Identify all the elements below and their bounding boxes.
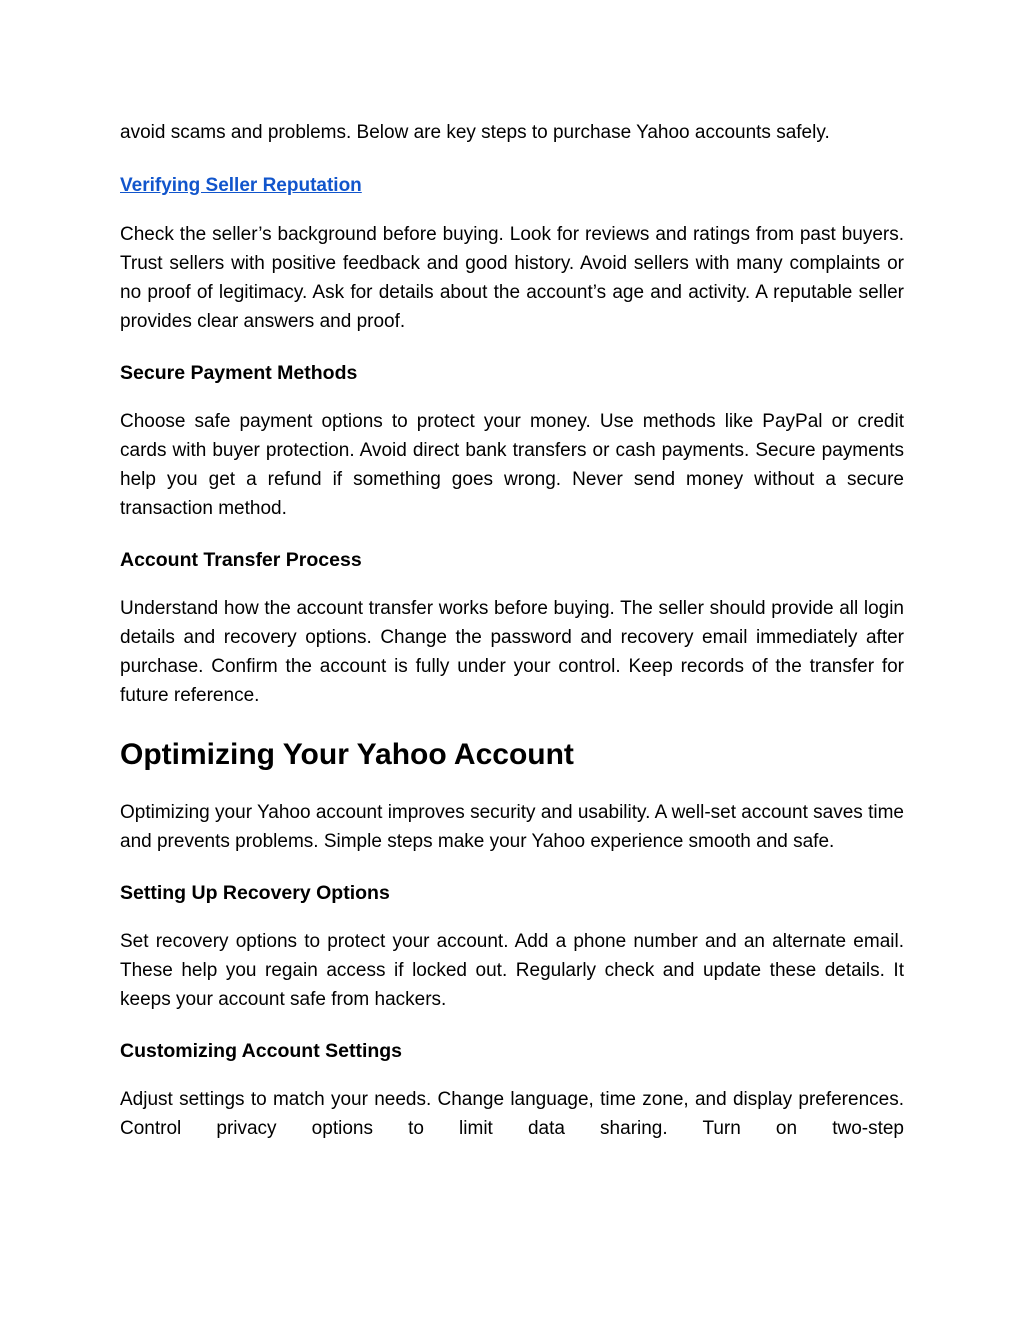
intro-paragraph: avoid scams and problems. Below are key steps to purchase Yahoo accounts safely. [120,122,830,143]
heading-account-transfer-process: Account Transfer Process [120,549,362,571]
account-transfer-paragraph: Understand how the account transfer works before buying. The seller should provide all login details and recovery options. Change the password and recovery email immediately after purchase. Confirm the account is fully under your control. Keep records of the transfer for future reference. [120,598,904,706]
heading-setting-up-recovery-options: Setting Up Recovery Options [120,882,390,904]
link-heading-paragraph [120,171,904,200]
secure-payment-paragraph: Choose safe payment options to protect your money. Use methods like PayPal or credit cards with buyer protection. Avoid direct bank transfers or cash payments. Secure payments help you get a refund if something goes wrong. Never send money without a secure transaction method. [120,411,904,519]
heading-optimizing-your-yahoo-account: Optimizing Your Yahoo Account [120,738,574,771]
seller-reputation-paragraph: Check the seller’s background before buying. Look for reviews and ratings from past buyers. Trust sellers with positive feedback and good history. Avoid sellers with many complaints or no proof of legitimacy. Ask for details about the account’s age and activity. A reputable seller provides clear answers and proof. [120,224,904,332]
heading-customizing-account-settings: Customizing Account Settings [120,1040,403,1062]
verifying-seller-reputation-link[interactable]: Verifying Seller Reputation [120,175,362,196]
customizing-paragraph: Adjust settings to match your needs. Change language, time zone, and display preferences. Control privacy options to limit data sharing. Turn on two-step [120,1089,904,1139]
recovery-paragraph: Set recovery options to protect your account. Add a phone number and an alternate email. These help you regain access if locked out. Regularly check and update these details. It keeps your account safe from hackers. [120,931,904,1010]
optimizing-paragraph: Optimizing your Yahoo account improves security and usability. A well-set account saves time and prevents problems. Simple steps make your Yahoo experience smooth and safe. [120,802,904,852]
heading-secure-payment-methods: Secure Payment Methods [120,362,358,384]
